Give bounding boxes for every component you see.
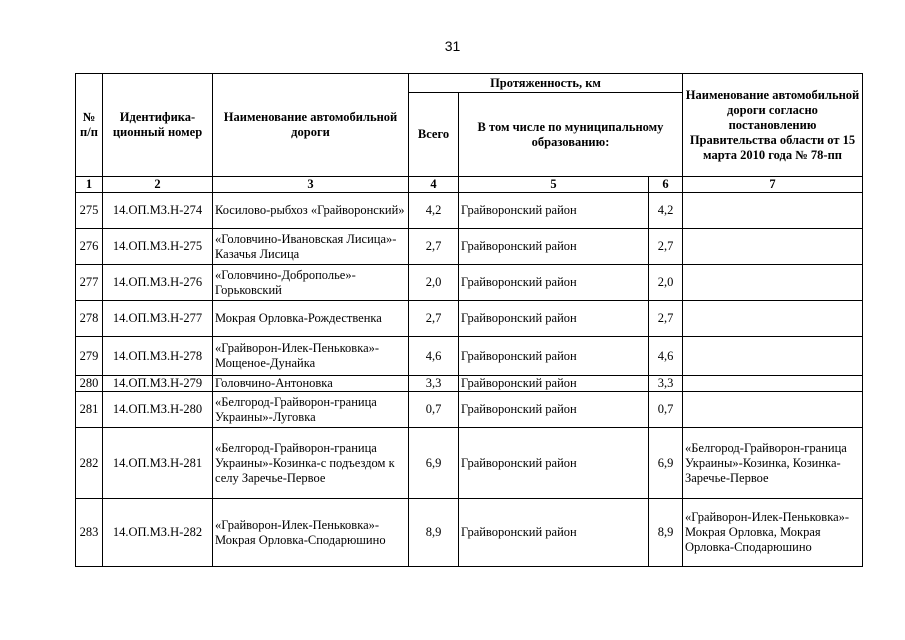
row-identifier: 14.ОП.МЗ.Н-277 xyxy=(103,301,213,337)
row-num: 275 xyxy=(76,193,103,229)
header-total: Всего xyxy=(409,93,459,177)
header-length-group: Протяженность, км xyxy=(409,74,683,93)
table-row xyxy=(76,428,863,499)
row-official-name xyxy=(683,229,863,265)
table-row xyxy=(76,265,863,301)
row-identifier: 14.ОП.МЗ.Н-280 xyxy=(103,392,213,428)
row-municipal-total: 2,7 xyxy=(649,229,683,265)
row-num: 283 xyxy=(76,499,103,567)
table-row xyxy=(76,392,863,428)
row-official-name: «Грайворон-Илек-Пеньковка»-Мокрая Орловка, Мокрая Орловка-Сподарюшино xyxy=(683,499,863,567)
column-numbers-row xyxy=(76,177,863,193)
row-road-name: «Головчино-Ивановская Лисица»-Казачья Лисица xyxy=(213,229,409,265)
row-municipality: Грайворонский район xyxy=(459,428,649,499)
row-official-name xyxy=(683,265,863,301)
row-official-name: «Белгород-Грайворон-граница Украины»-Козинка, Козинка-Заречье-Первое xyxy=(683,428,863,499)
row-total: 4,2 xyxy=(409,193,459,229)
row-identifier: 14.ОП.МЗ.Н-279 xyxy=(103,376,213,392)
row-total: 2,7 xyxy=(409,301,459,337)
row-municipality: Грайворонский район xyxy=(459,193,649,229)
row-total: 8,9 xyxy=(409,499,459,567)
row-road-name: «Головчино-Доброполье»-Горьковский xyxy=(213,265,409,301)
row-municipal-total: 3,3 xyxy=(649,376,683,392)
row-municipality: Грайворонский район xyxy=(459,499,649,567)
row-municipal-total: 4,2 xyxy=(649,193,683,229)
column-number: 5 xyxy=(459,177,649,193)
row-municipality: Грайворонский район xyxy=(459,265,649,301)
table-row xyxy=(76,376,863,392)
row-num: 282 xyxy=(76,428,103,499)
row-identifier: 14.ОП.МЗ.Н-278 xyxy=(103,337,213,376)
row-total: 6,9 xyxy=(409,428,459,499)
row-municipality: Грайворонский район xyxy=(459,376,649,392)
row-municipal-total: 2,7 xyxy=(649,301,683,337)
row-official-name xyxy=(683,337,863,376)
row-num: 281 xyxy=(76,392,103,428)
header-num: № п/п xyxy=(76,74,103,177)
row-identifier: 14.ОП.МЗ.Н-281 xyxy=(103,428,213,499)
row-road-name: «Грайворон-Илек-Пеньковка»-Мощеное-Дунайка xyxy=(213,337,409,376)
table-row xyxy=(76,229,863,265)
row-municipal-total: 4,6 xyxy=(649,337,683,376)
row-official-name xyxy=(683,301,863,337)
column-number: 1 xyxy=(76,177,103,193)
row-num: 277 xyxy=(76,265,103,301)
row-identifier: 14.ОП.МЗ.Н-275 xyxy=(103,229,213,265)
column-number: 7 xyxy=(683,177,863,193)
header-identifier: Идентифика-ционный номер xyxy=(103,74,213,177)
row-total: 0,7 xyxy=(409,392,459,428)
column-number: 2 xyxy=(103,177,213,193)
row-total: 2,7 xyxy=(409,229,459,265)
row-municipality: Грайворонский район xyxy=(459,229,649,265)
row-official-name xyxy=(683,392,863,428)
row-official-name xyxy=(683,193,863,229)
row-official-name xyxy=(683,376,863,392)
row-municipal-total: 0,7 xyxy=(649,392,683,428)
row-municipality: Грайворонский район xyxy=(459,392,649,428)
row-total: 3,3 xyxy=(409,376,459,392)
row-municipality: Грайворонский район xyxy=(459,337,649,376)
row-road-name: Головчино-Антоновка xyxy=(213,376,409,392)
row-road-name: Косилово-рыбхоз «Грайворонский» xyxy=(213,193,409,229)
row-identifier: 14.ОП.МЗ.Н-276 xyxy=(103,265,213,301)
row-num: 276 xyxy=(76,229,103,265)
table-row xyxy=(76,499,863,567)
header-municipal: В том числе по муниципальному образованию: xyxy=(459,93,683,177)
row-road-name: Мокрая Орловка-Рождественка xyxy=(213,301,409,337)
row-road-name: «Белгород-Грайворон-граница Украины»-Луговка xyxy=(213,392,409,428)
row-municipal-total: 2,0 xyxy=(649,265,683,301)
header-road-name: Наименование автомобильной дороги xyxy=(213,74,409,177)
row-num: 280 xyxy=(76,376,103,392)
column-number: 6 xyxy=(649,177,683,193)
row-municipal-total: 8,9 xyxy=(649,499,683,567)
row-municipality: Грайворонский район xyxy=(459,301,649,337)
row-identifier: 14.ОП.МЗ.Н-274 xyxy=(103,193,213,229)
table-row xyxy=(76,337,863,376)
row-identifier: 14.ОП.МЗ.Н-282 xyxy=(103,499,213,567)
row-road-name: «Грайворон-Илек-Пеньковка»-Мокрая Орловка-Сподарюшино xyxy=(213,499,409,567)
row-num: 279 xyxy=(76,337,103,376)
page-number: 31 xyxy=(444,38,461,54)
row-num: 278 xyxy=(76,301,103,337)
row-municipal-total: 6,9 xyxy=(649,428,683,499)
row-total: 4,6 xyxy=(409,337,459,376)
table-row xyxy=(76,301,863,337)
row-total: 2,0 xyxy=(409,265,459,301)
row-road-name: «Белгород-Грайворон-граница Украины»-Козинка-с подъездом к селу Заречье-Первое xyxy=(213,428,409,499)
header-official-name: Наименование автомобильной дороги согласно постановлению Правительства области от 15 марта 2010 года № 78-пп xyxy=(683,74,863,177)
column-number: 3 xyxy=(213,177,409,193)
column-number: 4 xyxy=(409,177,459,193)
roads-table xyxy=(75,73,863,567)
table-row xyxy=(76,193,863,229)
